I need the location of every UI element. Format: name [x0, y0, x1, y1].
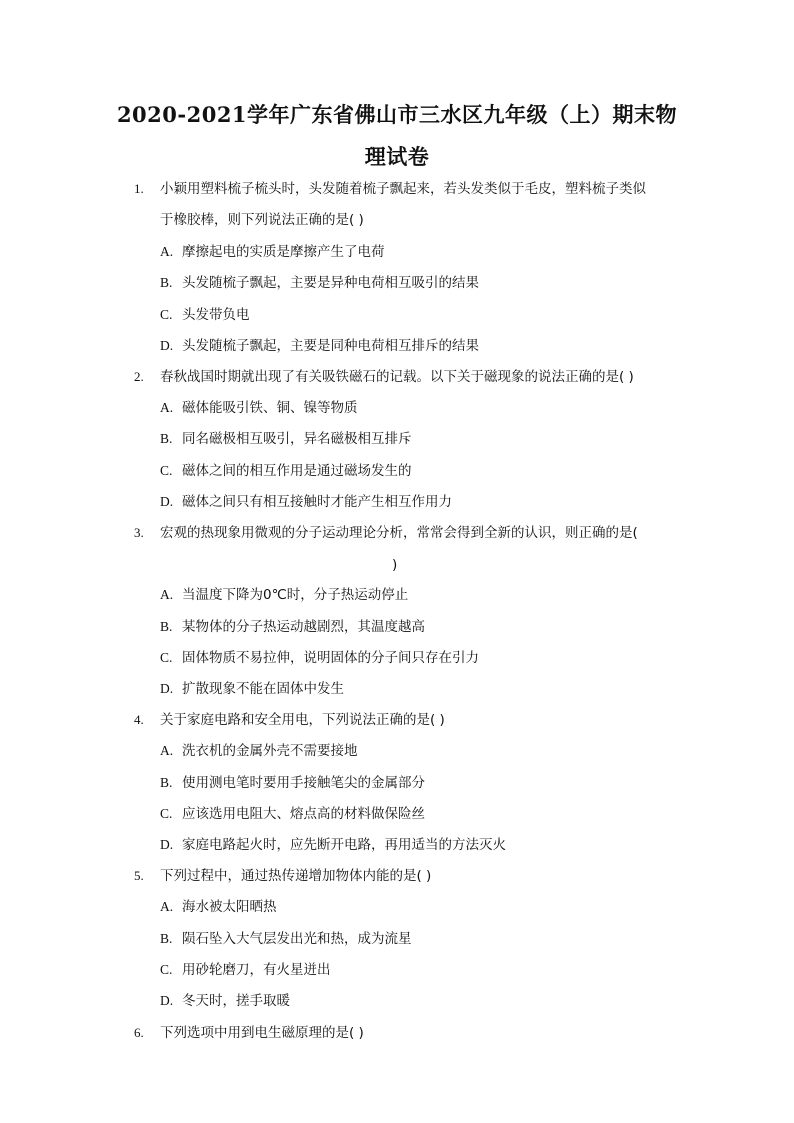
option-text: 摩擦起电的实质是摩擦产生了电荷: [182, 244, 385, 260]
option-letter: D.: [160, 681, 174, 696]
option-text: 磁体能吸引铁、铜、镍等物质: [182, 400, 358, 416]
option-a: [160, 243, 385, 261]
question-stem: 宏观的热现象用微观的分子运动理论分析，常常会得到全新的认识，则正确的是(: [160, 525, 638, 541]
question-number: 4.: [134, 712, 144, 727]
option-c: [160, 462, 412, 480]
option-letter: B.: [160, 275, 173, 290]
question-stem-close-paren: ): [392, 557, 398, 573]
option-a: [160, 742, 358, 760]
option-text: 头发随梳子飘起，主要是同种电荷相互排斥的结果: [182, 338, 479, 354]
option-d: [160, 992, 290, 1010]
option-text: 固体物质不易拉伸，说明固体的分子间只存在引力: [182, 650, 479, 666]
option-a: [160, 898, 277, 916]
option-letter: C.: [160, 650, 173, 665]
option-text: 头发随梳子飘起，主要是异种电荷相互吸引的结果: [182, 275, 479, 291]
option-letter: A.: [160, 587, 174, 602]
question-number: 2.: [134, 369, 144, 384]
question-stem: 小颖用塑料梳子梳头时，头发随着梳子飘起来，若头发类似于毛皮，塑料梳子类似: [160, 181, 646, 197]
question-stem: 下列选项中用到电生磁原理的是( ): [160, 1025, 364, 1041]
option-letter: A.: [160, 743, 174, 758]
option-letter: A.: [160, 899, 174, 914]
option-text: 家庭电路起火时，应先断开电路，再用适当的方法灭火: [182, 837, 506, 853]
option-text: 扩散现象不能在固体中发生: [182, 681, 344, 697]
option-letter: D.: [160, 993, 174, 1008]
document-title-line2: 理试卷: [364, 144, 430, 169]
option-letter: B.: [160, 619, 173, 634]
option-text: 磁体之间只有相互接触时才能产生相互作用力: [182, 494, 452, 510]
option-b: [160, 774, 425, 792]
option-b: [160, 930, 412, 948]
option-letter: B.: [160, 931, 173, 946]
option-letter: C.: [160, 307, 173, 322]
option-d: [160, 680, 344, 698]
option-c: [160, 961, 331, 979]
option-c: [160, 805, 425, 823]
option-letter: D.: [160, 837, 174, 852]
option-d: [160, 493, 452, 511]
option-a: [160, 399, 358, 417]
option-letter: D.: [160, 338, 174, 353]
question-number: 6.: [134, 1025, 144, 1040]
question-number: 3.: [134, 525, 144, 540]
question-number: 5.: [134, 868, 144, 883]
question-stem: 春秋战国时期就出现了有关吸铁磁石的记载。以下关于磁现象的说法正确的是( ): [160, 369, 634, 385]
option-letter: B.: [160, 431, 173, 446]
question-stem: 于橡胶棒，则下列说法正确的是( ): [160, 212, 364, 228]
option-letter: C.: [160, 806, 173, 821]
option-text: 用砂轮磨刀，有火星迸出: [182, 962, 331, 978]
option-c: [160, 649, 479, 667]
option-text: 某物体的分子热运动越剧烈，其温度越高: [182, 619, 425, 635]
option-d: [160, 337, 479, 355]
option-text: 冬天时，搓手取暖: [182, 993, 290, 1009]
option-a: [160, 586, 408, 604]
question-stem: 关于家庭电路和安全用电，下列说法正确的是( ): [160, 712, 445, 728]
option-b: [160, 430, 412, 448]
option-text: 磁体之间的相互作用是通过磁场发生的: [182, 463, 412, 479]
option-text: 陨石坠入大气层发出光和热，成为流星: [182, 931, 412, 947]
option-b: [160, 618, 425, 636]
option-text: 应该选用电阻大、熔点高的材料做保险丝: [182, 806, 425, 822]
option-text: 洗衣机的金属外壳不需要接地: [182, 743, 358, 759]
document-title-line1: 2020-2021学年广东省佛山市三水区九年级（上）期末物: [116, 102, 678, 127]
option-letter: B.: [160, 775, 173, 790]
option-text: 当温度下降为0℃时，分子热运动停止: [182, 587, 409, 603]
option-d: [160, 836, 506, 854]
option-letter: D.: [160, 494, 174, 509]
question-number: 1.: [134, 181, 144, 196]
option-text: 同名磁极相互吸引，异名磁极相互排斥: [182, 431, 412, 447]
option-b: [160, 274, 479, 292]
question-stem: 下列过程中，通过热传递增加物体内能的是( ): [160, 868, 432, 884]
option-letter: A.: [160, 400, 174, 415]
option-letter: C.: [160, 463, 173, 478]
option-c: [160, 306, 250, 324]
option-text: 使用测电笔时要用手接触笔尖的金属部分: [182, 775, 425, 791]
option-letter: C.: [160, 962, 173, 977]
option-text: 海水被太阳晒热: [182, 899, 277, 915]
option-text: 头发带负电: [182, 307, 250, 323]
option-letter: A.: [160, 244, 174, 259]
